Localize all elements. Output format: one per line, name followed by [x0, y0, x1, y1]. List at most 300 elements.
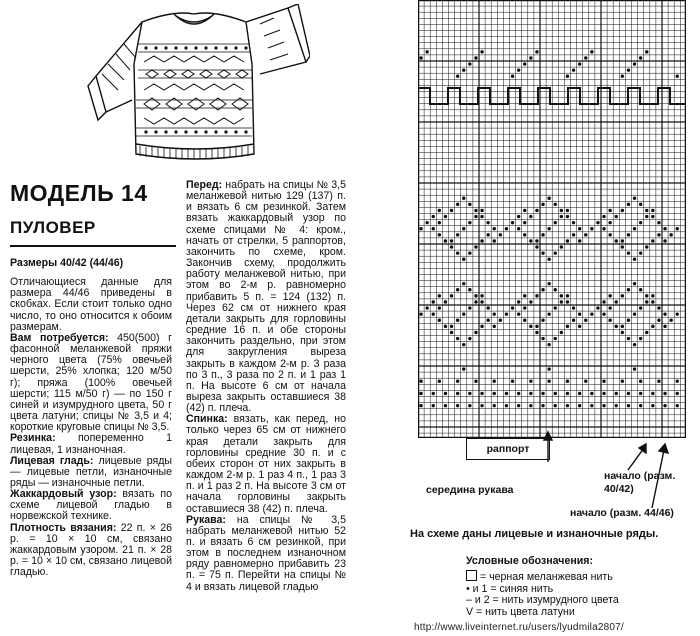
chart-dot — [602, 312, 605, 315]
chart-dot — [676, 227, 679, 230]
chart-dot — [474, 215, 477, 218]
chart-dot — [456, 337, 459, 340]
chart-dot — [493, 404, 496, 407]
chart-dot — [535, 325, 538, 328]
legend-item — [466, 570, 676, 584]
chart-dot — [474, 294, 477, 297]
chart-dot — [554, 392, 557, 395]
chart-dot — [621, 294, 624, 297]
materials-text: 450(500) г фасонной меланжевой пряжи черного цвета (75% овечьей шерсти, 25% хлопка; 120 м/50 г); пряжа (100% овечьей шерсти; 115 м/50 г) — по 150 г синей и изумрудного цвета, 50 г цвета латуни; спицы № 3,5 и 4; короткие круговые спицы № 3,5. — [10, 331, 172, 434]
chart-dot — [560, 294, 563, 297]
chart-dot — [627, 68, 630, 71]
front-text: набрать на спицы № 3,5 меланжевой нитью 129 (137) п. и вязать 6 см резинкой. Затем вязать жаккардовый узор по схеме спицами № 4: кром., начать от стрелки, 5 раппортов, закончить по схеме, кром. Закончив схему, продолжить работу меланжевой нитью, при этом во 2-м р. равномерно прибавить 5 п. = 124 (132) п. Через 62 см от нижнего края детали закрыть для горловины средние 16 п. и обе стороны закончить раздельно, при этом для закругления выреза закрыть в каждом 2-м р. 3 раза по 3 п., 3 раза по 2 п. и 1 раз 1 п. На высоте 6 см от начала выреза закрыть оставшиеся 38 (42) п. плеча. — [186, 179, 346, 415]
chart-dot — [425, 306, 428, 309]
chart-dot — [517, 227, 520, 230]
chart-dot — [444, 392, 447, 395]
chart-dot — [608, 221, 611, 224]
rib-text: попеременно 1 лицевая, 1 изнаночная. — [10, 432, 172, 456]
chart-dot — [468, 288, 471, 291]
chart-dot — [547, 312, 550, 315]
chart-dot — [468, 392, 471, 395]
density-text: 22 п. × 26 р. = 10 × 10 см, связано жаккардовым узором. 21 п. × 28 р. = 10 × 10 см, связано лицевой гладью. — [10, 521, 172, 579]
chart-dot — [511, 306, 514, 309]
chart-dot — [541, 392, 544, 395]
legend — [466, 556, 676, 619]
chart-dot — [511, 221, 514, 224]
chart-dot — [566, 300, 569, 303]
chart-dot — [657, 221, 660, 224]
chart-dot — [493, 325, 496, 328]
chart-dot — [517, 300, 520, 303]
chart-dot — [578, 227, 581, 230]
chart-dot — [627, 392, 630, 395]
chart-dot — [523, 62, 526, 65]
chart-dot — [621, 245, 624, 248]
chart-dot — [560, 331, 563, 334]
chart-dot — [438, 294, 441, 297]
chart-dot — [474, 331, 477, 334]
chart-dot — [645, 215, 648, 218]
chart-dot — [547, 343, 550, 346]
chart-dot — [486, 233, 489, 236]
density-paragraph — [10, 523, 172, 579]
chart-dot — [523, 294, 526, 297]
chart-dot — [523, 319, 526, 322]
chart-dot — [450, 245, 453, 248]
chart-dot — [474, 300, 477, 303]
materials-label: Вам потребуется: — [10, 331, 109, 344]
legend-text: = черная меланжевая нить — [480, 570, 613, 583]
chart-dot — [462, 258, 465, 261]
chart-dot — [566, 294, 569, 297]
chart-dot — [602, 380, 605, 383]
chart-dot — [547, 367, 550, 370]
chart-dot — [480, 209, 483, 212]
chart-dot — [456, 75, 459, 78]
model-title: МОДЕЛЬ 14 — [10, 180, 148, 206]
chart-dot — [432, 392, 435, 395]
chart-dot — [480, 300, 483, 303]
chart-dot — [541, 404, 544, 407]
chart-dot — [468, 404, 471, 407]
chart-dot — [529, 215, 532, 218]
chart-dot — [596, 221, 599, 224]
chart-dot — [535, 50, 538, 53]
chart-dot — [444, 404, 447, 407]
chart-dot — [547, 380, 550, 383]
chart-dot — [432, 300, 435, 303]
jacquard-label: Жаккардовый узор: — [10, 488, 117, 501]
chart-dot — [590, 50, 593, 53]
jacquard-paragraph — [10, 489, 172, 522]
knitting-chart — [418, 0, 686, 438]
chart-dot — [438, 306, 441, 309]
chart-dot — [639, 203, 642, 206]
chart-dot — [602, 404, 605, 407]
chart-dot — [456, 233, 459, 236]
chart-dot — [505, 312, 508, 315]
chart-dot — [438, 380, 441, 383]
chart-dot — [432, 227, 435, 230]
chart-dot — [633, 62, 636, 65]
chart-dot — [578, 312, 581, 315]
chart-dot — [651, 392, 654, 395]
sweater-illustration — [84, 4, 310, 176]
chart-dot — [554, 251, 557, 254]
rib-label: Резинка: — [10, 432, 56, 445]
chart-dot — [633, 367, 636, 370]
chart-dot — [572, 68, 575, 71]
chart-dot — [468, 221, 471, 224]
chart-dot — [474, 245, 477, 248]
sizes-line: Размеры 40/42 (44/46) — [10, 257, 124, 269]
chart-dot — [584, 319, 587, 322]
chart-dot — [432, 312, 435, 315]
chart-dot — [651, 239, 654, 242]
chart-dot — [462, 197, 465, 200]
chart-dot — [651, 215, 654, 218]
chart-dot — [523, 221, 526, 224]
chart-dot — [584, 56, 587, 59]
chart-dot — [572, 221, 575, 224]
chart-dot — [651, 300, 654, 303]
chart-dot — [499, 233, 502, 236]
chart-dot — [462, 68, 465, 71]
chart-dot — [621, 380, 624, 383]
chart-dot — [608, 209, 611, 212]
chart-dot — [450, 325, 453, 328]
chart-dot — [633, 227, 636, 230]
chart-dot — [419, 56, 422, 59]
chart-dot — [663, 227, 666, 230]
chart-dot — [541, 233, 544, 236]
chart-dot — [523, 306, 526, 309]
chart-dot — [474, 209, 477, 212]
chart-dot — [419, 227, 422, 230]
chart-dot — [590, 227, 593, 230]
chart-dot — [523, 233, 526, 236]
chart-dot — [480, 239, 483, 242]
chart-dot — [517, 404, 520, 407]
chart-dot — [560, 215, 563, 218]
chart-dot — [657, 233, 660, 236]
chart-dot — [663, 404, 666, 407]
chart-dot — [480, 404, 483, 407]
chart-dot — [651, 294, 654, 297]
start-small-label: начало (разм. 40/42) — [604, 470, 676, 495]
chart-dot — [480, 215, 483, 218]
density-label: Плотность вязания: — [10, 521, 117, 534]
chart-dot — [529, 325, 532, 328]
chart-dot — [578, 325, 581, 328]
chart-dot — [645, 300, 648, 303]
chart-dot — [608, 306, 611, 309]
chart-dot — [517, 68, 520, 71]
chart-dot — [639, 251, 642, 254]
chart-dot — [511, 75, 514, 78]
chart-dot — [456, 203, 459, 206]
chart-dot — [444, 239, 447, 242]
chart-dot — [468, 337, 471, 340]
chart-dot — [444, 215, 447, 218]
chart-dot — [639, 392, 642, 395]
chart-dot — [669, 233, 672, 236]
chart-dot — [651, 404, 654, 407]
chart-dot — [645, 331, 648, 334]
chart-dot — [547, 227, 550, 230]
chart-dot — [511, 380, 514, 383]
chart-dot — [462, 312, 465, 315]
chart-dot — [462, 343, 465, 346]
chart-grid — [418, 0, 686, 438]
chart-dot — [669, 319, 672, 322]
chart-dot — [590, 404, 593, 407]
chart-dot — [560, 209, 563, 212]
chart-dot — [419, 312, 422, 315]
chart-dot — [456, 288, 459, 291]
chart-dot — [639, 337, 642, 340]
front-label: Перед: — [186, 179, 223, 191]
chart-dot — [578, 392, 581, 395]
chart-dot — [432, 404, 435, 407]
chart-dot — [505, 404, 508, 407]
chart-dot — [554, 203, 557, 206]
chart-dot — [590, 392, 593, 395]
stocking-paragraph — [10, 456, 172, 489]
chart-dot — [450, 294, 453, 297]
chart-dot — [663, 325, 666, 328]
chart-dot — [419, 404, 422, 407]
chart-dot — [486, 319, 489, 322]
sleeve-paragraph — [186, 515, 346, 593]
sleeve-label: Рукава: — [186, 513, 226, 526]
chart-dot — [474, 56, 477, 59]
chart-dot — [627, 288, 630, 291]
chart-dot — [676, 392, 679, 395]
chart-dot — [554, 306, 557, 309]
chart-dot — [523, 209, 526, 212]
start-small-arrow — [628, 448, 644, 470]
chart-dot — [657, 380, 660, 383]
chart-dot — [456, 319, 459, 322]
chart-dot — [517, 392, 520, 395]
chart-dot — [663, 239, 666, 242]
chart-dot — [541, 337, 544, 340]
chart-dot — [615, 404, 618, 407]
repeat-label: раппорт — [466, 438, 550, 460]
chart-dot — [566, 392, 569, 395]
chart-dot — [517, 312, 520, 315]
chart-dot — [645, 209, 648, 212]
chart-dot — [676, 404, 679, 407]
chart-dot — [621, 75, 624, 78]
chart-dot — [468, 203, 471, 206]
chart-dot — [676, 380, 679, 383]
chart-dot — [639, 56, 642, 59]
chart-dot — [554, 221, 557, 224]
chart-dot — [621, 239, 624, 242]
sleeve-center-label: середина рукава — [426, 484, 514, 496]
chart-dot — [560, 300, 563, 303]
chart-dot — [474, 380, 477, 383]
chart-dot — [438, 319, 441, 322]
chart-dot — [663, 392, 666, 395]
chart-dot — [419, 380, 422, 383]
back-paragraph — [186, 414, 346, 514]
materials-paragraph — [10, 333, 172, 433]
chart-dot — [566, 209, 569, 212]
chart-dot — [621, 209, 624, 212]
chart-dot — [450, 209, 453, 212]
chart-dot — [566, 380, 569, 383]
chart-dot — [578, 239, 581, 242]
chart-note: На схеме даны лицевые и изнаночные ряды. — [410, 528, 659, 540]
chart-dot — [535, 294, 538, 297]
chart-dot — [639, 288, 642, 291]
chart-dot — [615, 325, 618, 328]
chart-dot — [602, 215, 605, 218]
chart-dot — [450, 331, 453, 334]
chart-dot — [462, 367, 465, 370]
chart-dot — [560, 245, 563, 248]
chart-dot — [578, 62, 581, 65]
chart-dot — [578, 404, 581, 407]
chart-dot — [608, 233, 611, 236]
chart-dot — [572, 233, 575, 236]
intro-paragraph: Отличающиеся данные для размера 44/46 приведены в скобках. Если стоит только одно число, то оно относится к обоим размерам. — [10, 276, 172, 333]
chart-dot — [633, 258, 636, 261]
chart-dot — [639, 306, 642, 309]
start-large-label: начало (разм. 44/46) — [570, 507, 674, 519]
chart-dot — [535, 245, 538, 248]
chart-dot — [621, 331, 624, 334]
chart-dot — [493, 227, 496, 230]
chart-dot — [615, 215, 618, 218]
chart-dot — [535, 209, 538, 212]
chart-dot — [596, 306, 599, 309]
chart-dot — [419, 392, 422, 395]
chart-dot — [444, 300, 447, 303]
chart-dot — [456, 251, 459, 254]
chart-dot — [438, 221, 441, 224]
chart-dot — [425, 221, 428, 224]
stocking-label: Лицевая гладь: — [10, 454, 94, 467]
chart-dot — [529, 380, 532, 383]
chart-dot — [529, 56, 532, 59]
chart-dot — [608, 319, 611, 322]
chart-dot — [432, 215, 435, 218]
watermark-url: http://www.liveinternet.ru/users/lyudmila2807/ — [414, 622, 624, 633]
chart-dot — [615, 239, 618, 242]
chart-dot — [438, 209, 441, 212]
chart-dot — [572, 319, 575, 322]
chart-dot — [602, 300, 605, 303]
chart-dot — [468, 306, 471, 309]
chart-dot — [590, 312, 593, 315]
chart-dot — [456, 380, 459, 383]
jacquard-text: вязать по схеме лицевой гладью в норвежской технике. — [10, 488, 172, 523]
back-label: Спинка: — [186, 413, 228, 426]
chart-dot — [499, 319, 502, 322]
chart-dot — [663, 312, 666, 315]
chart-dot — [444, 325, 447, 328]
chart-dot — [615, 300, 618, 303]
chart-dot — [602, 227, 605, 230]
chart-dot — [627, 251, 630, 254]
chart-dot — [535, 239, 538, 242]
garment-type-title: ПУЛОВЕР — [10, 218, 96, 237]
chart-dot — [480, 392, 483, 395]
chart-dot — [566, 404, 569, 407]
chart-dot — [480, 50, 483, 53]
chart-dot — [425, 50, 428, 53]
chart-dot — [633, 197, 636, 200]
chart-dot — [486, 306, 489, 309]
chart-dot — [651, 325, 654, 328]
chart-dot — [602, 392, 605, 395]
chart-dot — [633, 343, 636, 346]
chart-dot — [566, 325, 569, 328]
chart-dot — [468, 251, 471, 254]
chart-dot — [645, 245, 648, 248]
chart-dot — [657, 306, 660, 309]
chart-dot — [480, 294, 483, 297]
chart-dot — [608, 294, 611, 297]
chart-dot — [547, 282, 550, 285]
legend-item: • и 1 = синяя нить — [466, 582, 554, 595]
chart-dot — [639, 221, 642, 224]
chart-dot — [566, 75, 569, 78]
chart-dot — [541, 288, 544, 291]
chart-dot — [645, 50, 648, 53]
chart-dot — [480, 325, 483, 328]
chart-dot — [554, 404, 557, 407]
chart-dot — [627, 203, 630, 206]
chart-dot — [529, 239, 532, 242]
chart-dot — [541, 319, 544, 322]
chart-dot — [676, 75, 679, 78]
chart-dot — [541, 203, 544, 206]
chart-dot — [541, 251, 544, 254]
rib-paragraph — [10, 433, 172, 455]
chart-dot — [584, 380, 587, 383]
chart-dot — [651, 209, 654, 212]
title-divider — [10, 245, 176, 247]
chart-dot — [657, 319, 660, 322]
chart-dot — [639, 380, 642, 383]
chart-dot — [529, 404, 532, 407]
chart-dot — [450, 239, 453, 242]
chart-dot — [639, 404, 642, 407]
chart-dot — [633, 282, 636, 285]
chart-dot — [566, 239, 569, 242]
instructions-left-column — [10, 258, 172, 578]
chart-dot — [566, 215, 569, 218]
chart-dot — [547, 197, 550, 200]
chart-dot — [462, 227, 465, 230]
chart-dot — [493, 312, 496, 315]
chart-dot — [615, 392, 618, 395]
legend-item: – и 2 = нить изумрудного цвета — [466, 594, 619, 607]
chart-dot — [627, 404, 630, 407]
chart-dot — [547, 258, 550, 261]
chart-dot — [554, 337, 557, 340]
chart-dot — [493, 392, 496, 395]
back-text: вязать, как перед, но только через 65 см от нижнего края детали закрыть для горловины средние 30 п. и с обеих сторон от них закрыть в каждом 2-м р. 1 раз 4 п., 1 раз 3 п. и 1 раз 2 п. На высоте 3 см от начала горловины закрыть оставшиеся 38 (42) п. плеча. — [186, 413, 346, 515]
legend-item: V = нить цвета латуни — [466, 606, 575, 619]
chart-dot — [554, 288, 557, 291]
chart-dot — [456, 404, 459, 407]
